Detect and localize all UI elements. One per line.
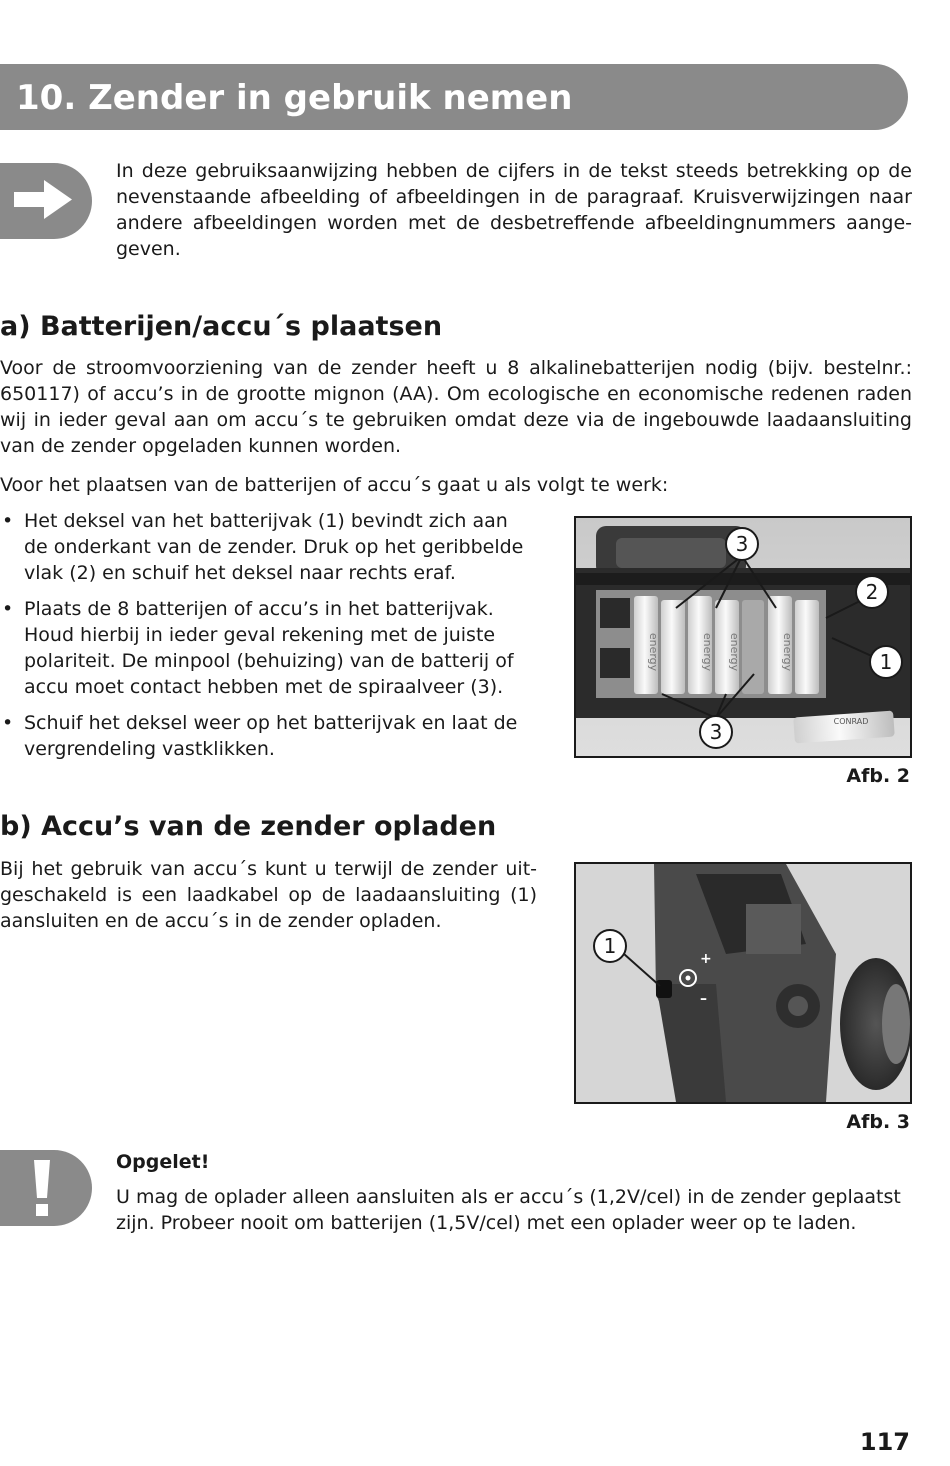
list-item-text: Plaats de 8 batterijen of accu’s in het batterijvak. Houd hierbij in ieder geval rekening met de juiste polariteit. De minpool (behuizing) van de batterij of accu moet contact hebben met de spiraalveer (3). — [24, 598, 514, 698]
intro-paragraph-end: geven. — [116, 238, 181, 260]
charging-paragraph: Bij het gebruik van accu´s kunt u terwijl de zender uit-geschakeld is een laadkabel op de laadaansluiting (1) — [0, 858, 537, 906]
callout-3-top — [726, 528, 758, 560]
list-item — [0, 508, 537, 586]
battery-label: energy — [781, 632, 794, 672]
battery-brand: CONRAD — [833, 717, 869, 726]
callout-label: 2 — [865, 580, 879, 604]
list-item-text: Het deksel van het batterijvak (1) bevindt zich aan de onderkant van de zender. Druk op het geribbelde vlak (2) en schuif het deksel naar rechts eraf. — [24, 510, 524, 584]
callout-1 — [594, 930, 626, 962]
battery-label: energy — [728, 632, 741, 672]
warning-title: Opgelet! — [116, 1151, 210, 1173]
battery-label: energy — [701, 632, 714, 672]
bullet-symbol: • — [2, 510, 14, 532]
charging-socket-illustration — [576, 864, 910, 1102]
callout-label: 3 — [709, 720, 723, 744]
intro-paragraph: In deze gebruiksaanwijzing hebben de cijfers in de tekst steeds betrekking op de nevenstaande afbeelding of afbeeldingen in de paragraaf. Kruisverwijzingen naar andere afbeeldingen worden met de desbetreffende afbeeldingnummers aange- — [116, 160, 912, 234]
list-item — [0, 710, 537, 762]
battery-compartment-photo — [574, 516, 912, 758]
minus-label: – — [700, 991, 707, 1007]
figure-2-caption: Afb. 2 — [846, 765, 910, 787]
heading-batteries: a) Batterijen/accu´s plaatsen — [0, 311, 443, 342]
charging-paragraph-end: aansluiten en de accu´s in de zender opladen. — [0, 910, 442, 932]
charging-socket-photo — [574, 862, 912, 1104]
batteries-instruction-intro: Voor het plaatsen van de batterijen of accu´s gaat u als volgt te werk: — [0, 474, 669, 496]
figure-3-caption: Afb. 3 — [846, 1111, 910, 1133]
section-title: 10. Zender in gebruik nemen — [16, 78, 573, 118]
list-item — [0, 596, 537, 700]
batteries-paragraph: Voor de stroomvoorziening van de zender heeft u 8 alkalinebatterijen nodig (bijv. bestelnr.: 650117) of accu’s in de grootte mignon (AA). Om ecologische en economische redenen raden wij in ieder geval aan om accu´s te gebruiken omdat deze via de ingebouwde laadaansluiting — [0, 357, 912, 431]
bullet-symbol: • — [2, 598, 14, 620]
list-item-text: Schuif het deksel weer op het batterijvak en laat de vergrendeling vastklikken. — [24, 712, 518, 760]
battery-compartment-illustration — [576, 518, 910, 756]
exclamation-icon — [0, 1150, 92, 1226]
plus-label: + — [700, 951, 712, 967]
callout-3-bottom — [700, 716, 732, 748]
callout-label: 3 — [735, 532, 749, 556]
heading-charging: b) Accu’s van de zender opladen — [0, 811, 497, 842]
section-banner — [0, 64, 908, 130]
callout-label: 1 — [603, 934, 617, 958]
arrow-right-icon — [0, 163, 92, 239]
warning-text: U mag de oplader alleen aansluiten als er accu´s (1,2V/cel) in de zender geplaatst zijn. Probeer nooit om batterijen (1,5V/cel) met een oplader weer op te laden. — [116, 1186, 901, 1234]
battery-label: energy — [647, 632, 660, 672]
bullet-symbol: • — [2, 712, 14, 734]
callout-label: 1 — [879, 650, 893, 674]
batteries-paragraph-end: van de zender opgeladen kunnen worden. — [0, 435, 402, 457]
callout-1 — [870, 646, 902, 678]
page-number: 117 — [859, 1428, 910, 1456]
callout-2 — [856, 576, 888, 608]
battery-steps-list — [0, 508, 537, 772]
